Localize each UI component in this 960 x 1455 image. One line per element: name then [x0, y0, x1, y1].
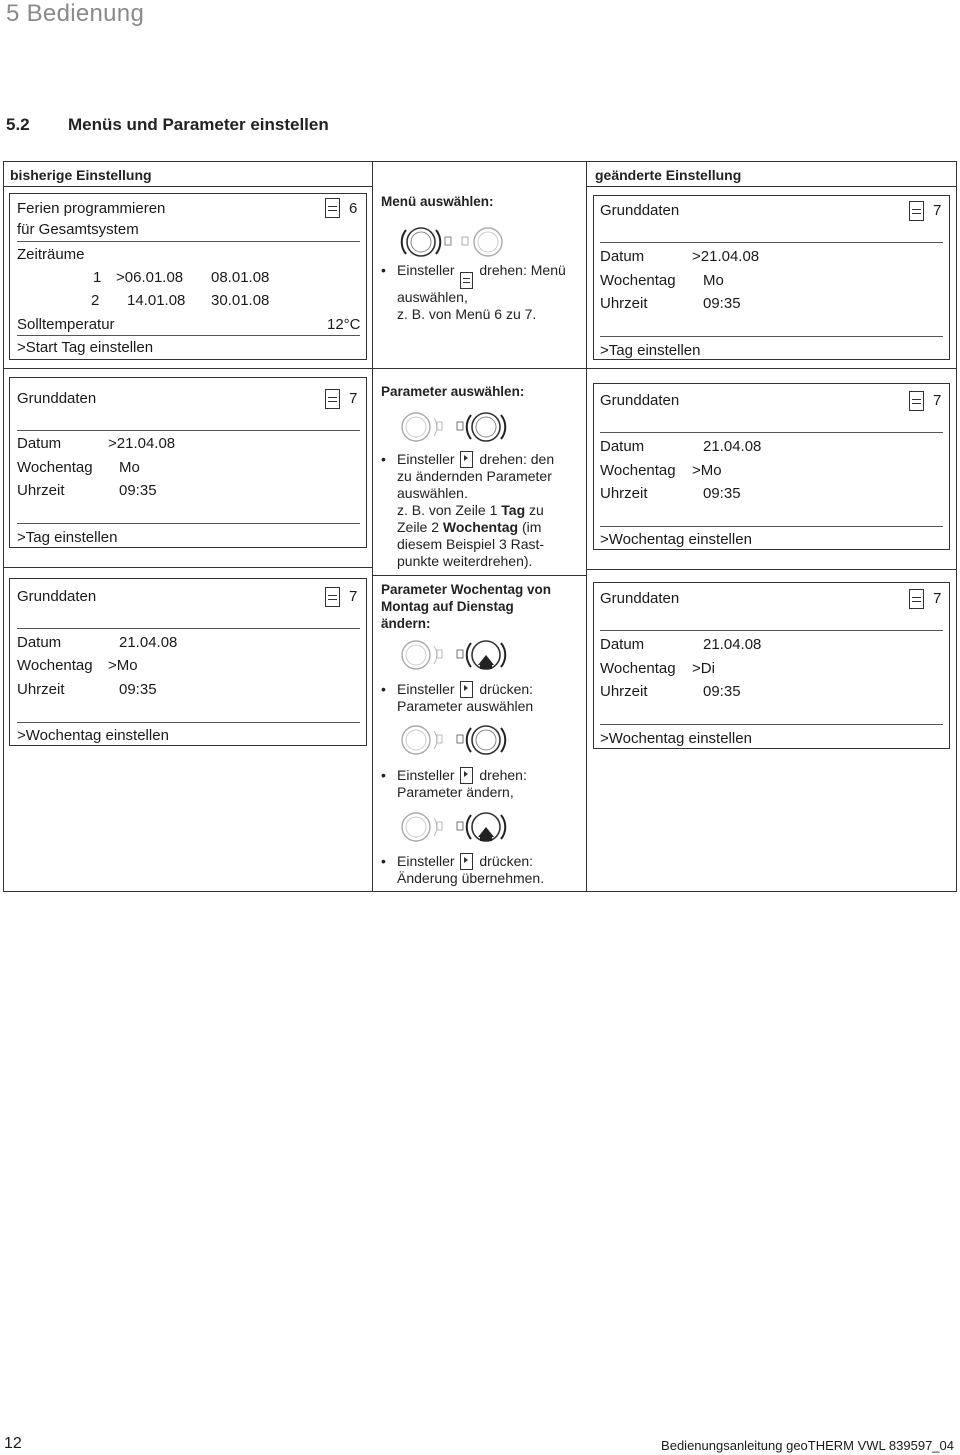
display-action-line: >Start Tag einstellen — [17, 339, 154, 356]
step-menu-select-text: • Einsteller drehen: Menü auswählen, z. B. von Menü 6 zu 7. — [381, 262, 566, 322]
step-press-select-text: • Einsteller drücken: Parameter auswählen — [381, 681, 534, 714]
display-action-line: >Wochentag einstellen — [600, 730, 752, 747]
weekday-value: >Mo — [692, 462, 722, 479]
weekday-label: Wochentag — [600, 462, 676, 479]
right-dial-turn-icon — [396, 718, 526, 768]
page-number: 12 — [4, 1435, 22, 1452]
display-action-line: >Tag einstellen — [17, 529, 118, 546]
step-parameter-select-text: • Einsteller drehen: den zu ändernden Parameter auswählen. z. B. von Zeile 1 Tag zu Zeile 2 Wochentag (im diesem Beispiel 3 Rast- punkte weiterdrehen). — [381, 451, 555, 569]
weekday-value: >Di — [692, 660, 715, 677]
date-label: Datum — [600, 438, 645, 455]
period-2-start: 14.01.08 — [127, 292, 186, 309]
target-temp-label: Solltemperatur — [17, 316, 115, 333]
date-value: 21.04.08 — [703, 438, 762, 455]
section-heading — [6, 115, 329, 135]
date-value: >21.04.08 — [692, 248, 760, 265]
display-title: Grunddaten — [17, 390, 97, 407]
menu-number: 6 — [349, 200, 358, 217]
time-label: Uhrzeit — [600, 683, 648, 700]
menu-number: 7 — [349, 390, 358, 407]
parameter-knob-icon — [460, 853, 473, 870]
period-1-start: >06.01.08 — [116, 269, 184, 286]
menu-number: 7 — [933, 202, 942, 219]
date-label: Datum — [600, 248, 645, 265]
display-title: Grunddaten — [600, 202, 680, 219]
weekday-value: Mo — [119, 459, 140, 476]
display-title: Grunddaten — [600, 392, 680, 409]
menu-number: 7 — [349, 588, 358, 605]
document-reference: Bedienungsanleitung geoTHERM VWL 839597_04 — [661, 1438, 954, 1453]
display-title: Grunddaten — [600, 590, 680, 607]
time-value: 09:35 — [119, 482, 157, 499]
right-dial-press-icon — [396, 805, 526, 855]
target-temp-value: 12°C — [327, 316, 361, 333]
display-action-line: >Tag einstellen — [600, 342, 701, 359]
menu-icon — [325, 198, 340, 218]
time-value: 09:35 — [703, 683, 741, 700]
time-label: Uhrzeit — [600, 485, 648, 502]
time-label: Uhrzeit — [17, 482, 65, 499]
right-dial-press-icon — [396, 633, 526, 683]
periods-label: Zeiträume — [17, 246, 85, 263]
time-value: 09:35 — [703, 295, 741, 312]
menu-knob-icon — [460, 272, 473, 289]
date-label: Datum — [600, 636, 645, 653]
column-header-after: geänderte Einstellung — [595, 167, 742, 183]
time-label: Uhrzeit — [600, 295, 648, 312]
period-1-number: 1 — [93, 269, 102, 286]
time-value: 09:35 — [119, 681, 157, 698]
date-value: >21.04.08 — [108, 435, 176, 452]
display-title-line1: Ferien programmieren — [17, 200, 166, 217]
weekday-label: Wochentag — [600, 272, 676, 289]
section-title: Menüs und Parameter einstellen — [68, 115, 329, 134]
menu-number: 7 — [933, 392, 942, 409]
weekday-label: Wochentag — [600, 660, 676, 677]
date-label: Datum — [17, 634, 62, 651]
period-2-end: 30.01.08 — [211, 292, 270, 309]
parameter-knob-icon — [460, 767, 473, 784]
period-2-number: 2 — [91, 292, 100, 309]
column-header-before: bisherige Einstellung — [10, 167, 152, 183]
date-value: 21.04.08 — [703, 636, 762, 653]
weekday-label: Wochentag — [17, 657, 93, 674]
right-dial-turn-icon — [396, 405, 526, 455]
date-value: 21.04.08 — [119, 634, 178, 651]
step-turn-change-text: • Einsteller drehen: Parameter ändern, — [381, 767, 527, 800]
menu-icon — [909, 201, 924, 221]
weekday-label: Wochentag — [17, 459, 93, 476]
step-press-confirm-text: • Einsteller drücken: Änderung übernehmen. — [381, 853, 545, 886]
menu-icon — [325, 389, 340, 409]
time-value: 09:35 — [703, 485, 741, 502]
step-parameter-select-title: Parameter auswählen: — [381, 384, 525, 399]
menu-number: 7 — [933, 590, 942, 607]
parameter-knob-icon — [460, 681, 473, 698]
chapter-title: 5 Bedienung — [6, 0, 145, 27]
display-title: Grunddaten — [17, 588, 97, 605]
parameter-knob-icon — [460, 451, 473, 468]
display-title-line2: für Gesamtsystem — [17, 221, 139, 238]
menu-icon — [909, 391, 924, 411]
date-label: Datum — [17, 435, 62, 452]
display-action-line: >Wochentag einstellen — [17, 727, 169, 744]
weekday-value: >Mo — [108, 657, 138, 674]
section-number: 5.2 — [6, 115, 30, 134]
menu-icon — [909, 589, 924, 609]
step-menu-select-title: Menü auswählen: — [381, 194, 494, 209]
step-change-weekday-title: Parameter Wochentag von Montag auf Dienstag ändern: — [381, 582, 552, 631]
period-1-end: 08.01.08 — [211, 269, 270, 286]
display-action-line: >Wochentag einstellen — [600, 531, 752, 548]
weekday-value: Mo — [703, 272, 724, 289]
menu-icon — [325, 587, 340, 607]
time-label: Uhrzeit — [17, 681, 65, 698]
